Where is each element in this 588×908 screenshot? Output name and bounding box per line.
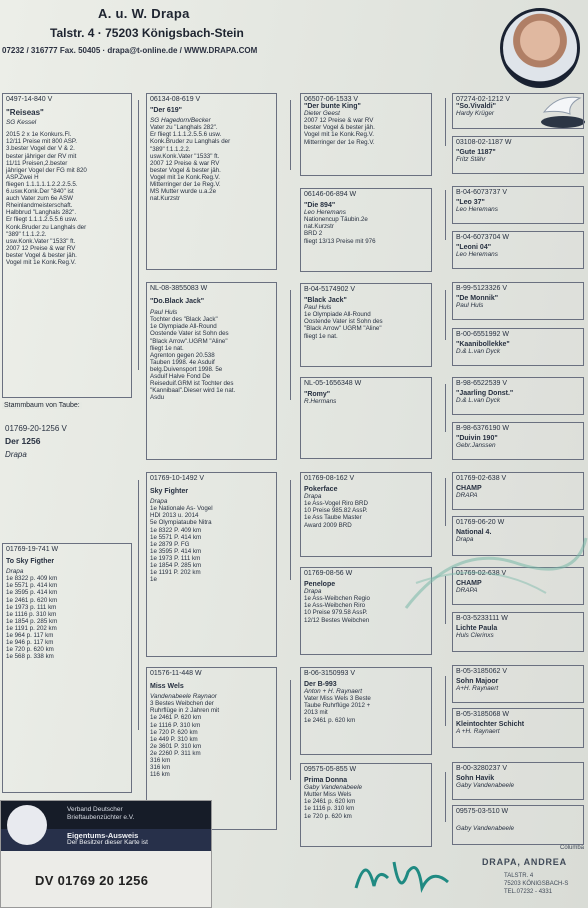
anc-breeder: D.& L.van Dyck — [456, 348, 501, 356]
connector — [445, 384, 446, 432]
anc-ring: B-98-6376190 W — [456, 425, 509, 432]
connector — [445, 478, 446, 526]
anc-name: CHAMP — [456, 580, 482, 588]
gp-text: Vater Miss Wels 3 Beste Taube Ruhrflüge 2012 + 2013 mit 1e 2461 p. 620 km — [304, 695, 371, 724]
gp-breeder: Paul Huls — [304, 304, 332, 312]
owner-name: A. u. W. Drapa — [98, 6, 190, 21]
sky-fighter-name: Sky Fighter — [150, 488, 189, 496]
gp-breeder: Leo Heremans — [304, 209, 346, 217]
dam-name: "Do.Black Jack" — [150, 298, 205, 306]
anc-name: "Gute 1187" — [456, 149, 496, 157]
pigeon-main-name: "Reiseas" — [6, 108, 44, 118]
dam-breeder: Paul Huls — [150, 309, 178, 317]
anc-breeder: A +H. Raynaert — [456, 728, 500, 736]
gp-breeder: R.Hermans — [304, 398, 337, 406]
green-stamp — [396, 523, 588, 623]
grandparent-box — [300, 377, 432, 459]
connector — [445, 290, 446, 340]
gp-ring: 01769-08-162 V — [304, 475, 355, 482]
gp-ring: 06507-06-1533 V — [304, 96, 359, 103]
connector — [138, 480, 139, 730]
card-small: Der Besitzer dieser Karte ist — [67, 839, 148, 846]
card-org2: Brieftaubenzüchter e.V. — [67, 814, 135, 821]
sky-fighter-breeder: Drapa — [150, 498, 168, 506]
dam-text: Tochter des "Black Jack" 1e Olympiade All-Round Oostende Vater ist Sohn des "Black Arrow".UGRM "Aline" fliegt 1e nat. Agrenton gegen 20.538 Tauben 1998. 4e Asduif belg.Duivensport 1998. 5e Asduif Halve Fond De Reiseduif.GRM ist Tochter des "Kannibaal".Dieser wird 1e nat. Asdu — [150, 316, 236, 402]
section-label: Stammbaum von Taube: — [4, 402, 80, 409]
footer-columba: Columba — [560, 845, 585, 851]
anc-name: "So.Vivaldi" — [456, 103, 496, 111]
anc-ring: B-03-5233111 W — [456, 615, 508, 622]
dove-name: Der 1256 — [5, 436, 41, 446]
ancestor-box — [452, 186, 584, 224]
sire-box — [146, 93, 277, 270]
owner-contact: 07232 / 316777 Fax. 50405 · drapa@t-online.de / WWW.DRAPA.COM — [2, 46, 258, 55]
pigeon-main-text: 2015 2 x 1e Konkurs.Fl. 12/11 Preise mit 800 ASP. 3.bester Vogel der V & 2. bester jähriger der RV mit 11/11 Preisen,2.bester jähriger Vogel der FG mit 820 ASP.Zwei H fliegen 1.1.1.1.1.2.2.2.5.5. 6.usw.Konk.Der "840" ist auch Vater zum 6e ASW Rheinlandmeisterschaft. Halbbrud "Langhals 282". Er fliegt 1.1.1.2.5.5.6 usw. Konk.Bruder zu Langhals der "389" f.1.1.2.2. usw.Konk.Vater "1533" ft. 2007 12 Preise & war RV bester Vogel & bester jäh. Vogel mit 1e Konk.Reg.V. — [6, 131, 87, 266]
miss-wels-breeder: Vandenabeele Raynaor — [150, 693, 217, 701]
anc-breeder: Paul Huls — [456, 302, 484, 310]
grandparent-box — [300, 763, 432, 847]
anc-ring: 03108-02-1187 W — [456, 139, 512, 146]
gp-text: Nationencup Täubin.2e nat.Kurzstr BRD 2 fliegt 13/13 Preise mit 976 — [304, 216, 376, 245]
gp-ring: NL-05-1656348 W — [304, 380, 362, 387]
anc-breeder: Gaby Vandenabeele — [456, 782, 515, 790]
gp-text: Mutter Miss Wels 1e 2461 p. 620 km 1e 1116 p. 310 km 1e 720 p. 620 km — [304, 791, 356, 820]
anc-breeder: Leo Heremans — [456, 206, 498, 214]
pigeon-main-box — [2, 93, 132, 398]
gp-ring: 06146-06-894 W — [304, 191, 357, 198]
anc-breeder: DRAPA — [456, 492, 478, 500]
ancestor-box — [452, 708, 584, 748]
anc-breeder: DRAPA — [456, 587, 478, 595]
grandparent-box — [300, 93, 432, 176]
card-title: Eigentums-Ausweis — [67, 831, 139, 840]
sire-text: Vater zu "Langhals 282". Er fliegt 1.1.1.2.5.5.6 usw. Konk.Bruder zu Langhals der "389" f.1.1.2.2. usw.Konk.Vater "1533" ft. 2007 12 Preise & war RV bester Vogel & bester jäh. Vogel mit 1e Konk.Reg.V. Mitterringer der 1e Reg.V. MS Mutter wurde u.a.2e nat.Kurzstr — [150, 124, 231, 203]
anc-breeder: Drapa — [456, 536, 474, 544]
anc-breeder: Hardy Krüger — [456, 110, 495, 118]
dove-block — [5, 424, 125, 459]
anc-name: Kleintochter Schicht — [456, 721, 525, 729]
gp-breeder: Anton + H. Raynaert — [304, 688, 363, 696]
ancestor-box — [452, 231, 584, 269]
anc-name: "Jaarling Donst." — [456, 390, 514, 398]
anc-ring: B-00-6551992 W — [456, 331, 509, 338]
grandparent-box — [300, 188, 432, 272]
to-sky-name: To Sky Figther — [6, 558, 55, 566]
anc-ring: 01769-02-638 V — [456, 570, 507, 577]
pigeon-main-ring: 0497-14-840 V — [6, 96, 53, 103]
anc-ring: B-98-6522539 V — [456, 380, 507, 387]
anc-name: CHAMP — [456, 485, 482, 493]
miss-wels-text: 3 Bestes Weibchen der Ruhrflüge in 2 Jahren mit 1e 2461 P. 620 km 1e 1116 P. 310 km 1e 720 P. 620 km 1e 449 P. 310 km 2e 3601 P. 310 km 2e 2260 P. 311 km 316 km 316 km 116 km — [150, 700, 220, 779]
ancestor-box — [452, 665, 584, 703]
gp-name: Pokerface — [304, 486, 338, 494]
footer-street: TALSTR. 4 — [504, 873, 534, 879]
ancestor-box — [452, 136, 584, 174]
anc-ring: B-04-6073737 V — [456, 189, 507, 196]
pigeon-main-breeder: SG Kessel — [6, 119, 37, 127]
connector — [290, 680, 291, 780]
connector — [445, 190, 446, 240]
gp-ring: 01769-08-56 W — [304, 570, 353, 577]
footer-stamp-name: DRAPA, ANDREA — [482, 857, 567, 867]
anc-name: Sohn Havik — [456, 775, 495, 783]
gp-ring: B-04-5174902 V — [304, 286, 355, 293]
anc-breeder: Fritz Stähr — [456, 156, 486, 164]
connector — [445, 772, 446, 822]
connector — [290, 290, 291, 400]
gp-name: "Black Jack" — [304, 297, 347, 305]
ancestor-box — [452, 328, 584, 366]
card-org: Verband Deutscher — [67, 806, 123, 813]
connector — [290, 480, 291, 580]
anc-ring: B-04-6073704 W — [456, 234, 509, 241]
gp-name: Prima Donna — [304, 777, 348, 785]
anc-ring: B-05-3185068 W — [456, 711, 509, 718]
anc-ring: B-00-3280237 V — [456, 765, 507, 772]
sire-breeder: SG Hagedorn/Becker — [150, 117, 211, 125]
sky-fighter-ring: 01769-10-1492 V — [150, 475, 205, 482]
anc-name: Lichte Paula — [456, 625, 498, 633]
anc-ring: B-99-5123326 V — [456, 285, 507, 292]
anc-name: "De Monnik" — [456, 295, 499, 303]
gp-name: "Die 894" — [304, 202, 336, 210]
anc-ring: 01769-02-638 V — [456, 475, 507, 482]
ancestor-box — [452, 805, 584, 845]
dam-box — [146, 282, 277, 460]
gp-text: 2007 12 Preise & war RV bester Vogel & bester jäh. Vogel mit 1e Konk.Reg.V. Mitterringer der 1e Reg.V. — [304, 117, 375, 146]
anc-name: "Leo 37" — [456, 199, 485, 207]
association-logo-icon — [7, 805, 47, 845]
connector — [290, 100, 291, 170]
connector — [445, 676, 446, 726]
miss-wels-ring: 01576-11-448 W — [150, 670, 202, 677]
grandparent-box — [300, 283, 432, 367]
dove-breeder: Drapa — [5, 450, 27, 459]
anc-breeder: Gebr.Janssen — [456, 442, 496, 450]
card-ring-number: DV 01769 20 1256 — [35, 873, 149, 888]
gp-breeder: Gaby Vandenabeele — [304, 784, 363, 792]
connector — [138, 100, 139, 370]
anc-breeder: Gaby Vandenabeele — [456, 825, 515, 833]
anc-ring: 01769-06-20 W — [456, 519, 505, 526]
ancestor-box — [452, 377, 584, 415]
anc-name: "Kaanibollekke" — [456, 341, 510, 349]
owner-address: Talstr. 4 · 75203 Königsbach-Stein — [50, 26, 244, 40]
ancestor-box — [452, 762, 584, 800]
anc-breeder: Leo Heremans — [456, 251, 498, 259]
gp-ring: 09575-05-855 W — [304, 766, 357, 773]
anc-name: National 4. — [456, 529, 492, 537]
owner-portrait — [500, 8, 580, 88]
to-sky-ring: 01769-19-741 W — [6, 546, 59, 553]
gp-name: Der B-993 — [304, 681, 337, 689]
footer-tel: TEL.07232 - 4331 — [504, 889, 553, 895]
miss-wels-name: Miss Wels — [150, 683, 184, 691]
to-sky-text: 1e 8322 p. 409 km 1e 5571 p. 414 km 1e 3595 p. 414 km 1e 2461 p. 620 km 1e 1973 p. 111 km 1e 1116 p. 310 km 1e 1854 p. 285 km 1e 1191 p. 202 km 1e 964 p. 117 km 1e 946 p. 117 km 1e 720 p. 620 km 1e 568 p. 338 km — [6, 575, 58, 661]
grandparent-box — [300, 667, 432, 755]
gp-ring: B-06-3150993 V — [304, 670, 355, 677]
gp-breeder: Dieter Geest — [304, 110, 340, 118]
footer-stamp-address — [504, 872, 568, 896]
anc-breeder: A+H. Raynaert — [456, 685, 499, 693]
gp-name: Penelope — [304, 581, 336, 589]
gp-breeder: Drapa — [304, 588, 322, 596]
ancestor-box — [452, 422, 584, 460]
dam-ring: NL-08-3855083 W — [150, 285, 208, 292]
to-sky-box — [2, 543, 132, 793]
anc-name: "Duivin 190" — [456, 435, 498, 443]
signature — [348, 848, 468, 903]
anc-ring: 09575-03-510 W — [456, 808, 509, 815]
sky-fighter-text: 1e Nationale As- Vogel HDI 2013 u. 2014 5e Olympiataube Nitra 1e 8322 P. 409 km 1e 5571 P. 414 km 1e 2879 P. FG 1e 3595 P. 414 km 1e 1973 P. 111 km 1e 1854 P. 285 km 1e 1191 P. 202 km 1e — [150, 505, 213, 584]
anc-breeder: Huls Clerinxs — [456, 632, 494, 640]
gp-name: "Der bunte King" — [304, 103, 361, 111]
ownership-card — [0, 800, 212, 908]
anc-name: Sohn Majoor — [456, 678, 499, 686]
gp-text: 1e Ass-Vogel Riro BRD 10 Preise 985.82 AssP. 1e Ass Taube Master Award 2009 BRD — [304, 500, 368, 529]
connector — [445, 98, 446, 146]
gp-name: "Romy" — [304, 391, 331, 399]
dove-ring: 01769-20-1256 V — [5, 424, 67, 433]
ancestor-box — [452, 472, 584, 510]
footer-city: 75203 KÖNIGSBACH-S — [504, 881, 569, 887]
anc-ring: 07274-02-1212 V — [456, 96, 511, 103]
sky-fighter-box — [146, 472, 277, 657]
anc-name: "Leoni 04" — [456, 244, 492, 252]
ancestor-box — [452, 282, 584, 320]
gp-text: 1e Olympiade All-Round Oostende Vater ist Sohn des "Black Arrow" UGRM "Aline" fliegt 1e nat. — [304, 311, 383, 340]
gp-text: 1e Ass-Weibchen Regio 1e Ass-Weibchen Riro 10 Preise 979.58 AssP. 12/12 Bestes Weibchen — [304, 595, 370, 624]
ancestor-box — [452, 93, 584, 129]
sire-ring: 06134-08-619 V — [150, 96, 201, 103]
anc-ring: B-05-3185062 V — [456, 668, 507, 675]
to-sky-breeder: Drapa — [6, 568, 24, 576]
sire-name: "Der 619" — [150, 107, 182, 115]
gp-breeder: Drapa — [304, 493, 322, 501]
anc-breeder: D.& L.van Dyck — [456, 397, 501, 405]
